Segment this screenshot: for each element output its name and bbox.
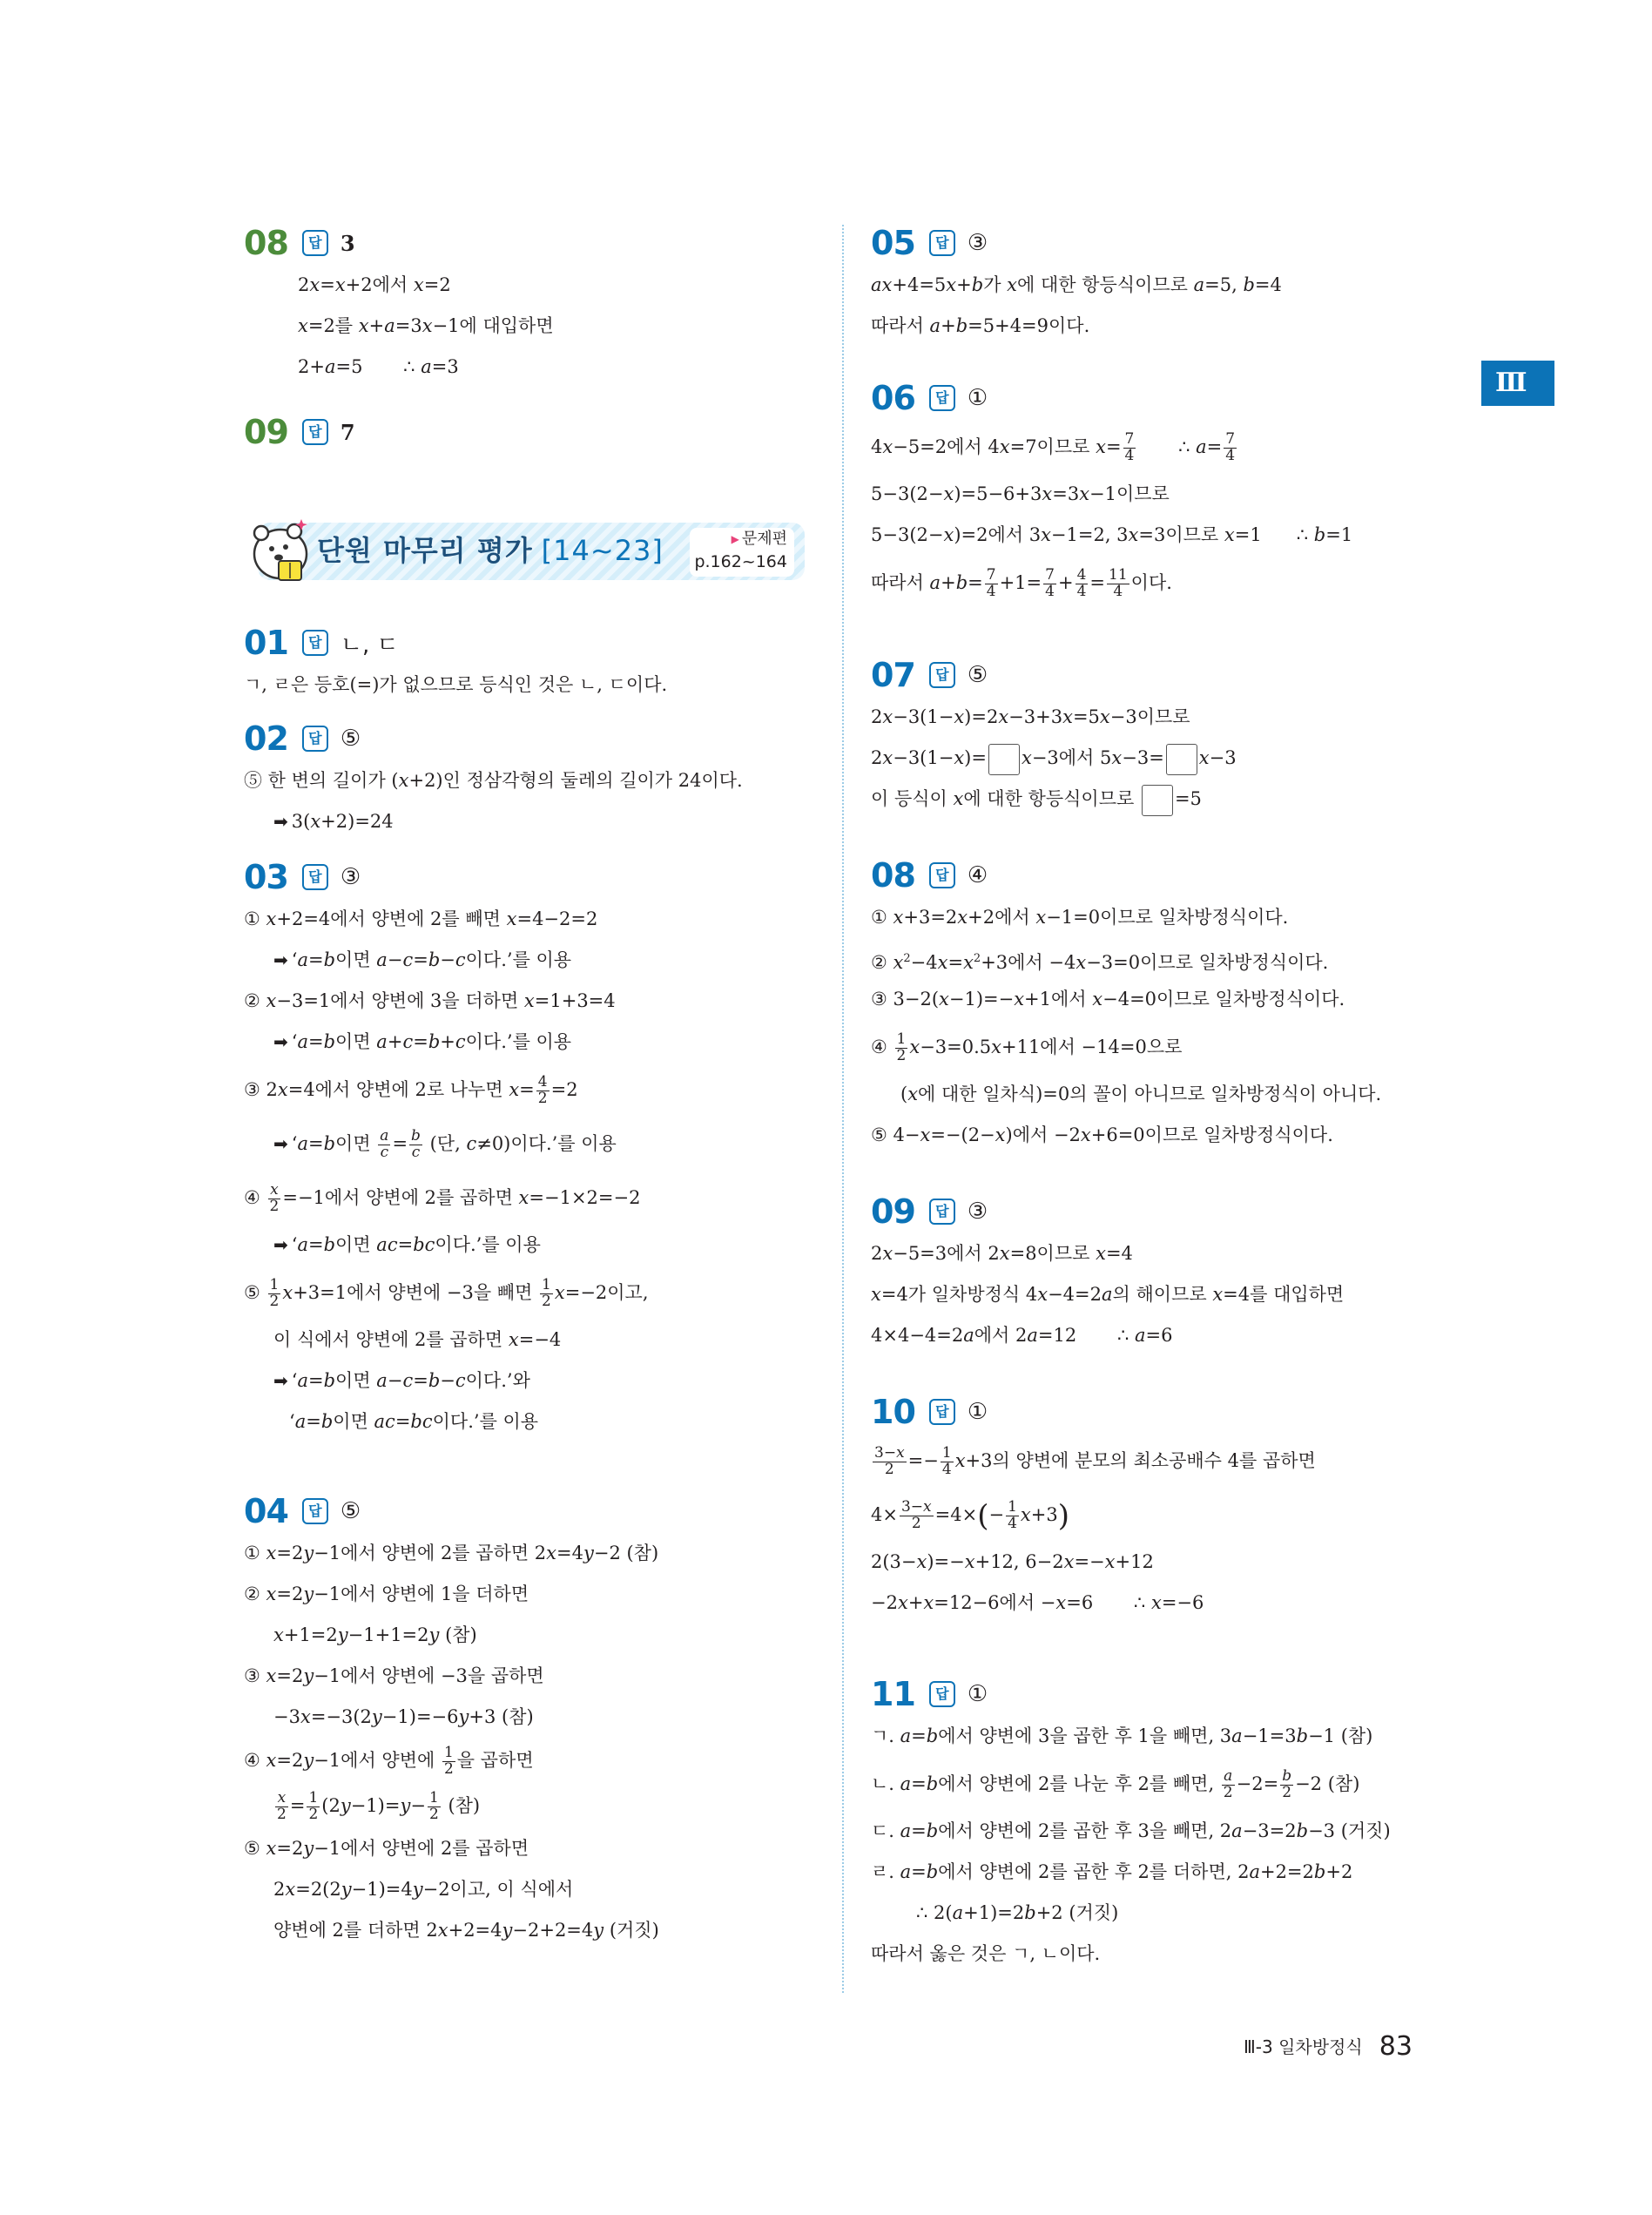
solution-line: 양변에 2를 더하면 2x+2=4y−2+2=4y (거짓) — [273, 1920, 659, 1941]
problem-01 — [244, 621, 667, 706]
solution-line: 2x−3(1−x)=2x−3+3x=5x−3이므로 — [871, 706, 1190, 727]
banner-range: [14~23] — [541, 534, 664, 567]
solution-line: ① x+2=4에서 양변에 2를 빼면 x=4−2=2 — [244, 908, 598, 929]
answer-badge: 답 — [929, 230, 955, 256]
problem-header — [871, 1190, 1344, 1233]
answer-badge: 답 — [302, 864, 328, 890]
solution-line: 2x=x+2에서 x=2 — [298, 274, 451, 295]
solution-line: 이 등식이 x에 대한 항등식이므로 =5 — [871, 779, 1237, 820]
answer-value: ③ — [967, 230, 988, 256]
problem-number: 06 — [871, 379, 915, 417]
problem-08-left — [244, 221, 554, 388]
chapter-label: Ⅲ-3 일차방정식 — [1244, 2036, 1363, 2057]
solution-line: 따라서 a+b=5+4=9이다. — [871, 315, 1090, 336]
answer-badge: 답 — [929, 1681, 955, 1707]
answer-badge: 답 — [302, 419, 328, 445]
answer-value: 3 — [340, 230, 355, 256]
solution-line: ④ x=2y−1에서 양변에 $\frac{1}{2}$ 을 곱하면 — [244, 1744, 534, 1778]
problem-header — [244, 410, 355, 454]
problem-header — [871, 1390, 1316, 1434]
answer-value: ① — [967, 1681, 988, 1707]
arrow-icon: ➡ — [273, 811, 288, 832]
blank-box — [1142, 785, 1173, 816]
problem-06 — [871, 376, 1352, 610]
solution-line: ➡ ‘a=b이면 a−c=b−c이다.’와 — [273, 1370, 530, 1391]
answer-badge: 답 — [302, 230, 328, 256]
problem-number: 01 — [244, 624, 288, 662]
solution-line: ‘a=b이면 ac=bc이다.’를 이용 — [289, 1411, 539, 1432]
problem-header — [871, 854, 1381, 897]
problem-header — [871, 653, 1237, 697]
problem-number: 03 — [244, 858, 288, 896]
solution-line: ㄷ. a=b에서 양변에 2를 곱한 후 3을 빼면, 2a−3=2b−3 (거짓) — [871, 1820, 1391, 1841]
arrow-icon: ➡ — [273, 1031, 288, 1052]
solution-line: ② $x^2-4x=x^2+3$에서 −4x−3=0이므로 일차방정식이다. — [871, 952, 1329, 973]
arrow-icon: ➡ — [273, 1234, 288, 1255]
reference-label: 문제편 — [741, 530, 787, 548]
solution-line: −3x=−3(2y−1)=−6y+3 (참) — [273, 1706, 534, 1727]
problem-header — [244, 717, 743, 760]
answer-badge: 답 — [929, 862, 955, 888]
arrow-icon: ➡ — [273, 949, 288, 970]
solution-line: ⑤ 4−x=−(2−x)에서 −2x+6=0이므로 일차방정식이다. — [871, 1124, 1333, 1145]
solution-line: ㄱ, ㄹ은 등호(=)가 없으므로 등식인 것은 ㄴ, ㄷ이다. — [244, 674, 668, 695]
answer-value: ⑤ — [340, 1498, 361, 1524]
problem-header — [244, 1489, 659, 1533]
solution-line: ㄱ. a=b에서 양변에 3을 곱한 후 1을 빼면, 3a−1=3b−1 (참) — [871, 1725, 1373, 1746]
problem-09-right — [871, 1190, 1344, 1356]
solution-line: ① x+3=2x+2에서 x−1=0이므로 일차방정식이다. — [871, 907, 1289, 928]
solution-line: 4x−5=2에서 4x=7이므로 x= $\frac{7}{4}$ ∴ a= $\frac{7}{4}$ — [871, 430, 1236, 464]
problem-number: 11 — [871, 1675, 915, 1713]
answer-value: ⑤ — [340, 726, 361, 752]
chapter-side-tab: Ⅲ — [1481, 361, 1554, 406]
solution-line: 따라서 옳은 것은 ㄱ, ㄴ이다. — [871, 1943, 1101, 1964]
answer-value: ⑤ — [967, 662, 988, 688]
answer-badge: 답 — [302, 726, 328, 752]
problem-number: 08 — [871, 856, 915, 895]
column-divider — [842, 225, 844, 1993]
problem-header — [244, 621, 667, 665]
problem-number: 04 — [244, 1492, 288, 1530]
solution-line: 5−3(2−x)=2에서 3x−1=2, 3x=3이므로 x=1 ∴ b=1 — [871, 524, 1353, 545]
solution-line: ➡ ‘a=b이면 ac=bc이다.’를 이용 — [273, 1234, 541, 1255]
answer-badge: 답 — [302, 1498, 328, 1524]
problem-number: 09 — [871, 1192, 915, 1231]
answer-value: ① — [967, 385, 988, 411]
solution-line: ➡ 3(x+2)=24 — [273, 811, 394, 832]
solution-line: ④ $\frac{1}{2}$ x−3=0.5x+11에서 −14=0으로 — [871, 1030, 1183, 1064]
answer-badge: 답 — [929, 1199, 955, 1225]
solution-line: $\frac{3-x}{2}$ =− $\frac{1}{4}$ x+3의 양변에 분모의 최소공배수 4를 곱하면 — [874, 1444, 1316, 1478]
banner-title-part1: 단원 마무리 — [317, 534, 477, 567]
reference-pages: p.162~164 — [694, 552, 787, 571]
solution-line: ax+4=5x+b가 x에 대한 항등식이므로 a=5, b=4 — [871, 274, 1282, 295]
problem-number: 02 — [244, 719, 288, 758]
blank-box — [1166, 744, 1197, 775]
problem-header — [244, 855, 649, 899]
problem-number: 07 — [871, 656, 915, 694]
page-footer — [1244, 2028, 1413, 2066]
blank-box — [988, 744, 1020, 775]
problem-10 — [871, 1390, 1316, 1624]
solution-line: ③ x=2y−1에서 양변에 −3을 곱하면 — [244, 1665, 544, 1686]
banner-title — [317, 521, 664, 580]
problem-header — [244, 221, 554, 265]
answer-badge: 답 — [302, 630, 328, 656]
solution-line: ➡ ‘a=b이면 a+c=b+c이다.’를 이용 — [273, 1031, 572, 1052]
solution-line: x=2를 x+a=3x−1에 대입하면 — [298, 315, 554, 336]
solution-line: ㄴ. a=b에서 양변에 2를 나눈 후 2를 빼면, $\frac{a}{2}$ −2= $\frac{b}{2}$ −2 (참) — [871, 1767, 1360, 1801]
banner-title-part2: 평가 — [476, 534, 533, 567]
answer-value: ㄴ, ㄷ — [340, 631, 399, 658]
solution-line: 5−3(2−x)=5−6+3x=3x−1이므로 — [871, 483, 1170, 504]
problem-number: 05 — [871, 224, 915, 262]
answer-badge: 답 — [929, 385, 955, 411]
problem-03 — [244, 855, 649, 1442]
solution-line: ⑤ $\frac{1}{2}$ x+3=1에서 양변에 −3을 빼면 $\frac{1}{2}$ x=−2이고, — [244, 1276, 649, 1310]
solution-line: ➡ ‘a=b이면 $\frac{a}{c}$ = $\frac{b}{c}$ (단, c≠0)이다.’를 이용 — [273, 1127, 617, 1161]
solution-line: ③ 2x=4에서 양변에 2로 나누면 x= $\frac{4}{2}$ =2 — [244, 1073, 578, 1107]
answer-value: 7 — [340, 419, 355, 445]
solution-line: −2x+x=12−6에서 −x=6 ∴ x=−6 — [871, 1592, 1204, 1613]
problem-05 — [871, 221, 1282, 347]
answer-value: ④ — [967, 862, 988, 888]
problem-02 — [244, 717, 743, 842]
solution-line: 4× $\frac{3-x}{2}$ =4×(− $\frac{1}{4}$ x+3) — [871, 1498, 1069, 1534]
problem-07 — [871, 653, 1237, 820]
triangle-icon: ▶ — [731, 533, 739, 545]
solution-line: 따라서 a+b= $\frac{7}{4}$ +1= $\frac{7}{4}$ + $\frac{4}{4}$ = $\frac{11}{4}$ 이다. — [871, 566, 1172, 600]
problem-header — [871, 221, 1282, 265]
problem-header — [871, 376, 1352, 420]
arrow-icon: ➡ — [273, 1133, 288, 1154]
solution-line: 2x−5=3에서 2x=8이므로 x=4 — [871, 1243, 1133, 1264]
problem-number: 08 — [244, 224, 288, 262]
answer-value: ③ — [967, 1199, 988, 1225]
solution-line: ② x−3=1에서 양변에 3을 더하면 x=1+3=4 — [244, 990, 616, 1011]
problem-11 — [871, 1672, 1391, 1975]
problem-08-right — [871, 854, 1381, 1156]
problem-04 — [244, 1489, 659, 1951]
solution-line: x=4가 일차방정식 4x−4=2a의 해이므로 x=4를 대입하면 — [871, 1284, 1345, 1305]
answer-badge: 답 — [929, 1399, 955, 1425]
solution-line: 이 식에서 양변에 2를 곱하면 x=−4 — [273, 1329, 562, 1350]
solution-line: ➡ ‘a=b이면 a−c=b−c이다.’를 이용 — [273, 949, 572, 970]
solution-line: ② x=2y−1에서 양변에 1을 더하면 — [244, 1584, 529, 1604]
solution-line: 2(3−x)=−x+12, 6−2x=−x+12 — [871, 1551, 1154, 1572]
answer-badge: 답 — [929, 662, 955, 688]
answer-value: ① — [967, 1399, 988, 1425]
solution-line: 2+a=5 ∴ a=3 — [298, 356, 459, 377]
answer-value: ③ — [340, 864, 361, 890]
solution-line: ① x=2y−1에서 양변에 2를 곱하면 2x=4y−2 (참) — [244, 1543, 659, 1563]
solution-line: (x에 대한 일차식)=0의 꼴이 아니므로 일차방정식이 아니다. — [900, 1084, 1382, 1104]
solution-line: ⑤ x=2y−1에서 양변에 2를 곱하면 — [244, 1838, 529, 1859]
problem-number: 09 — [244, 413, 288, 451]
solution-line: x+1=2y−1+1=2y (참) — [273, 1624, 477, 1645]
solution-line: ㄹ. a=b에서 양변에 2를 곱한 후 2를 더하면, 2a+2=2b+2 — [871, 1861, 1353, 1882]
solution-line: 4×4−4=2a에서 2a=12 ∴ a=6 — [871, 1325, 1173, 1346]
banner-reference — [690, 528, 794, 577]
solution-line: ⑤ 한 변의 길이가 (x+2)인 정삼각형의 둘레의 길이가 24이다. — [244, 770, 743, 791]
solution-line: ④ $\frac{x}{2}$ =−1에서 양변에 2를 곱하면 x=−1×2=−2 — [244, 1181, 641, 1215]
solution-line: 2x=2(2y−1)=4y−2이고, 이 식에서 — [273, 1879, 574, 1900]
solution-line: $\frac{x}{2}$ = $\frac{1}{2}$ (2y−1)=y− $\frac{1}{2}$ (참) — [277, 1789, 481, 1823]
problem-header — [871, 1672, 1391, 1716]
unit-review-banner — [246, 514, 805, 587]
problem-number: 10 — [871, 1393, 915, 1431]
solution-line: 2x−3(1−x)= x−3에서 5x−3= x−3 — [871, 738, 1237, 779]
page-number: 83 — [1379, 2031, 1413, 2062]
arrow-icon: ➡ — [273, 1370, 288, 1391]
problem-09-left — [244, 410, 355, 454]
solution-line: ③ 3−2(x−1)=−x+1에서 x−4=0이므로 일차방정식이다. — [871, 989, 1345, 1010]
bear-mascot-icon — [246, 514, 315, 587]
solution-line: ∴ 2(a+1)=2b+2 (거짓) — [916, 1902, 1119, 1923]
